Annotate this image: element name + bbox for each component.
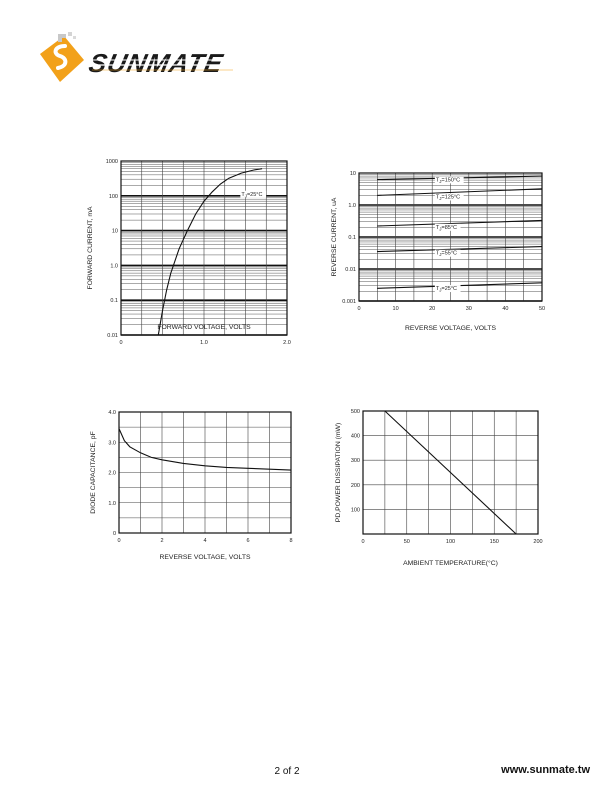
x-tick-label: 0 <box>361 539 365 545</box>
y-tick-label: 10 <box>111 228 118 235</box>
y-axis-label: DIODE CAPACITANCE, pF <box>90 431 97 514</box>
y-tick-label: 0.01 <box>345 267 356 273</box>
y-tick-label: 400 <box>350 433 360 440</box>
x-tick-label: 10 <box>392 306 399 312</box>
x-tick-label: 150 <box>489 539 499 545</box>
chart-grid <box>119 412 291 533</box>
x-tick-label: 6 <box>246 538 250 544</box>
x-tick-label: 30 <box>465 306 472 312</box>
x-tick-label: 2 <box>160 538 164 544</box>
y-tick-label: 0 <box>112 531 116 537</box>
series-line <box>363 411 516 534</box>
series-annotation: $T_J=25^\circ C$ <box>241 191 263 199</box>
x-tick-label: 40 <box>502 306 509 312</box>
y-axis-label: REVERSE CURRENT, uA <box>331 197 338 277</box>
y-tick-label: 200 <box>350 482 360 489</box>
chart-reverse <box>331 171 545 332</box>
y-tick-label: 100 <box>108 193 118 200</box>
series-annotation: $T_J=25^\circ C$ <box>435 286 458 293</box>
x-tick-label: 4 <box>203 538 207 544</box>
x-axis-label: AMBIENT TEMPERATURE(°C) <box>403 560 498 567</box>
y-tick-label: 4.0 <box>108 410 116 416</box>
y-tick-label: 2.0 <box>108 470 116 477</box>
x-tick-label: 0 <box>117 538 121 544</box>
y-axis-label: PD,POWER DISSIPATION (mW) <box>335 422 342 523</box>
y-tick-label: 10 <box>349 171 356 177</box>
y-tick-label: 0.001 <box>342 299 356 305</box>
chart-forward <box>87 159 291 346</box>
series-annotation: $T_J=125^\circ C$ <box>435 194 461 201</box>
x-tick-label: 20 <box>429 306 436 312</box>
x-tick-label: 2.0 <box>283 340 291 346</box>
y-tick-label: 1.0 <box>110 263 118 270</box>
series-annotation: $T_J=55^\circ C$ <box>435 250 458 258</box>
y-tick-label: 500 <box>350 409 360 415</box>
x-axis-label: REVERSE VOLTAGE, VOLTS <box>404 325 497 332</box>
x-tick-label: 1.0 <box>200 340 208 346</box>
y-tick-label: 1.0 <box>348 203 356 209</box>
x-tick-label: 50 <box>538 306 546 312</box>
x-tick-label: 0 <box>119 340 123 346</box>
y-tick-label: 1.0 <box>108 500 116 507</box>
y-tick-label: 0.1 <box>348 235 356 241</box>
x-tick-label: 200 <box>533 539 543 545</box>
chart-grid <box>121 161 287 335</box>
x-tick-label: 100 <box>445 539 456 545</box>
y-tick-label: 100 <box>350 507 360 514</box>
website-url: www.sunmate.tw <box>501 764 590 776</box>
y-tick-label: 300 <box>350 458 360 465</box>
series-annotation: $T_J=85^\circ C$ <box>435 224 458 232</box>
y-tick-label: 3.0 <box>108 440 116 447</box>
chart-power <box>335 409 543 567</box>
y-tick-label: 0.1 <box>110 298 118 305</box>
x-tick-label: 8 <box>289 538 293 544</box>
x-axis-label: REVERSE VOLTAGE, VOLTS <box>159 554 251 561</box>
brand-name: SUNMATE <box>86 48 227 78</box>
y-axis-label: FORWARD CURRENT, mA <box>87 206 94 290</box>
y-tick-label: 1000 <box>105 159 118 165</box>
chart-capacitance <box>90 410 293 561</box>
y-tick-label: 0.01 <box>107 333 118 339</box>
x-axis-label: FORWARD VOLTAGE, VOLTS <box>157 324 251 331</box>
series-annotation: $T_J=150^\circ C$ <box>435 177 461 184</box>
page-number: 2 of 2 <box>274 766 300 777</box>
x-tick-label: 50 <box>403 539 410 545</box>
x-tick-label: 0 <box>357 306 361 312</box>
